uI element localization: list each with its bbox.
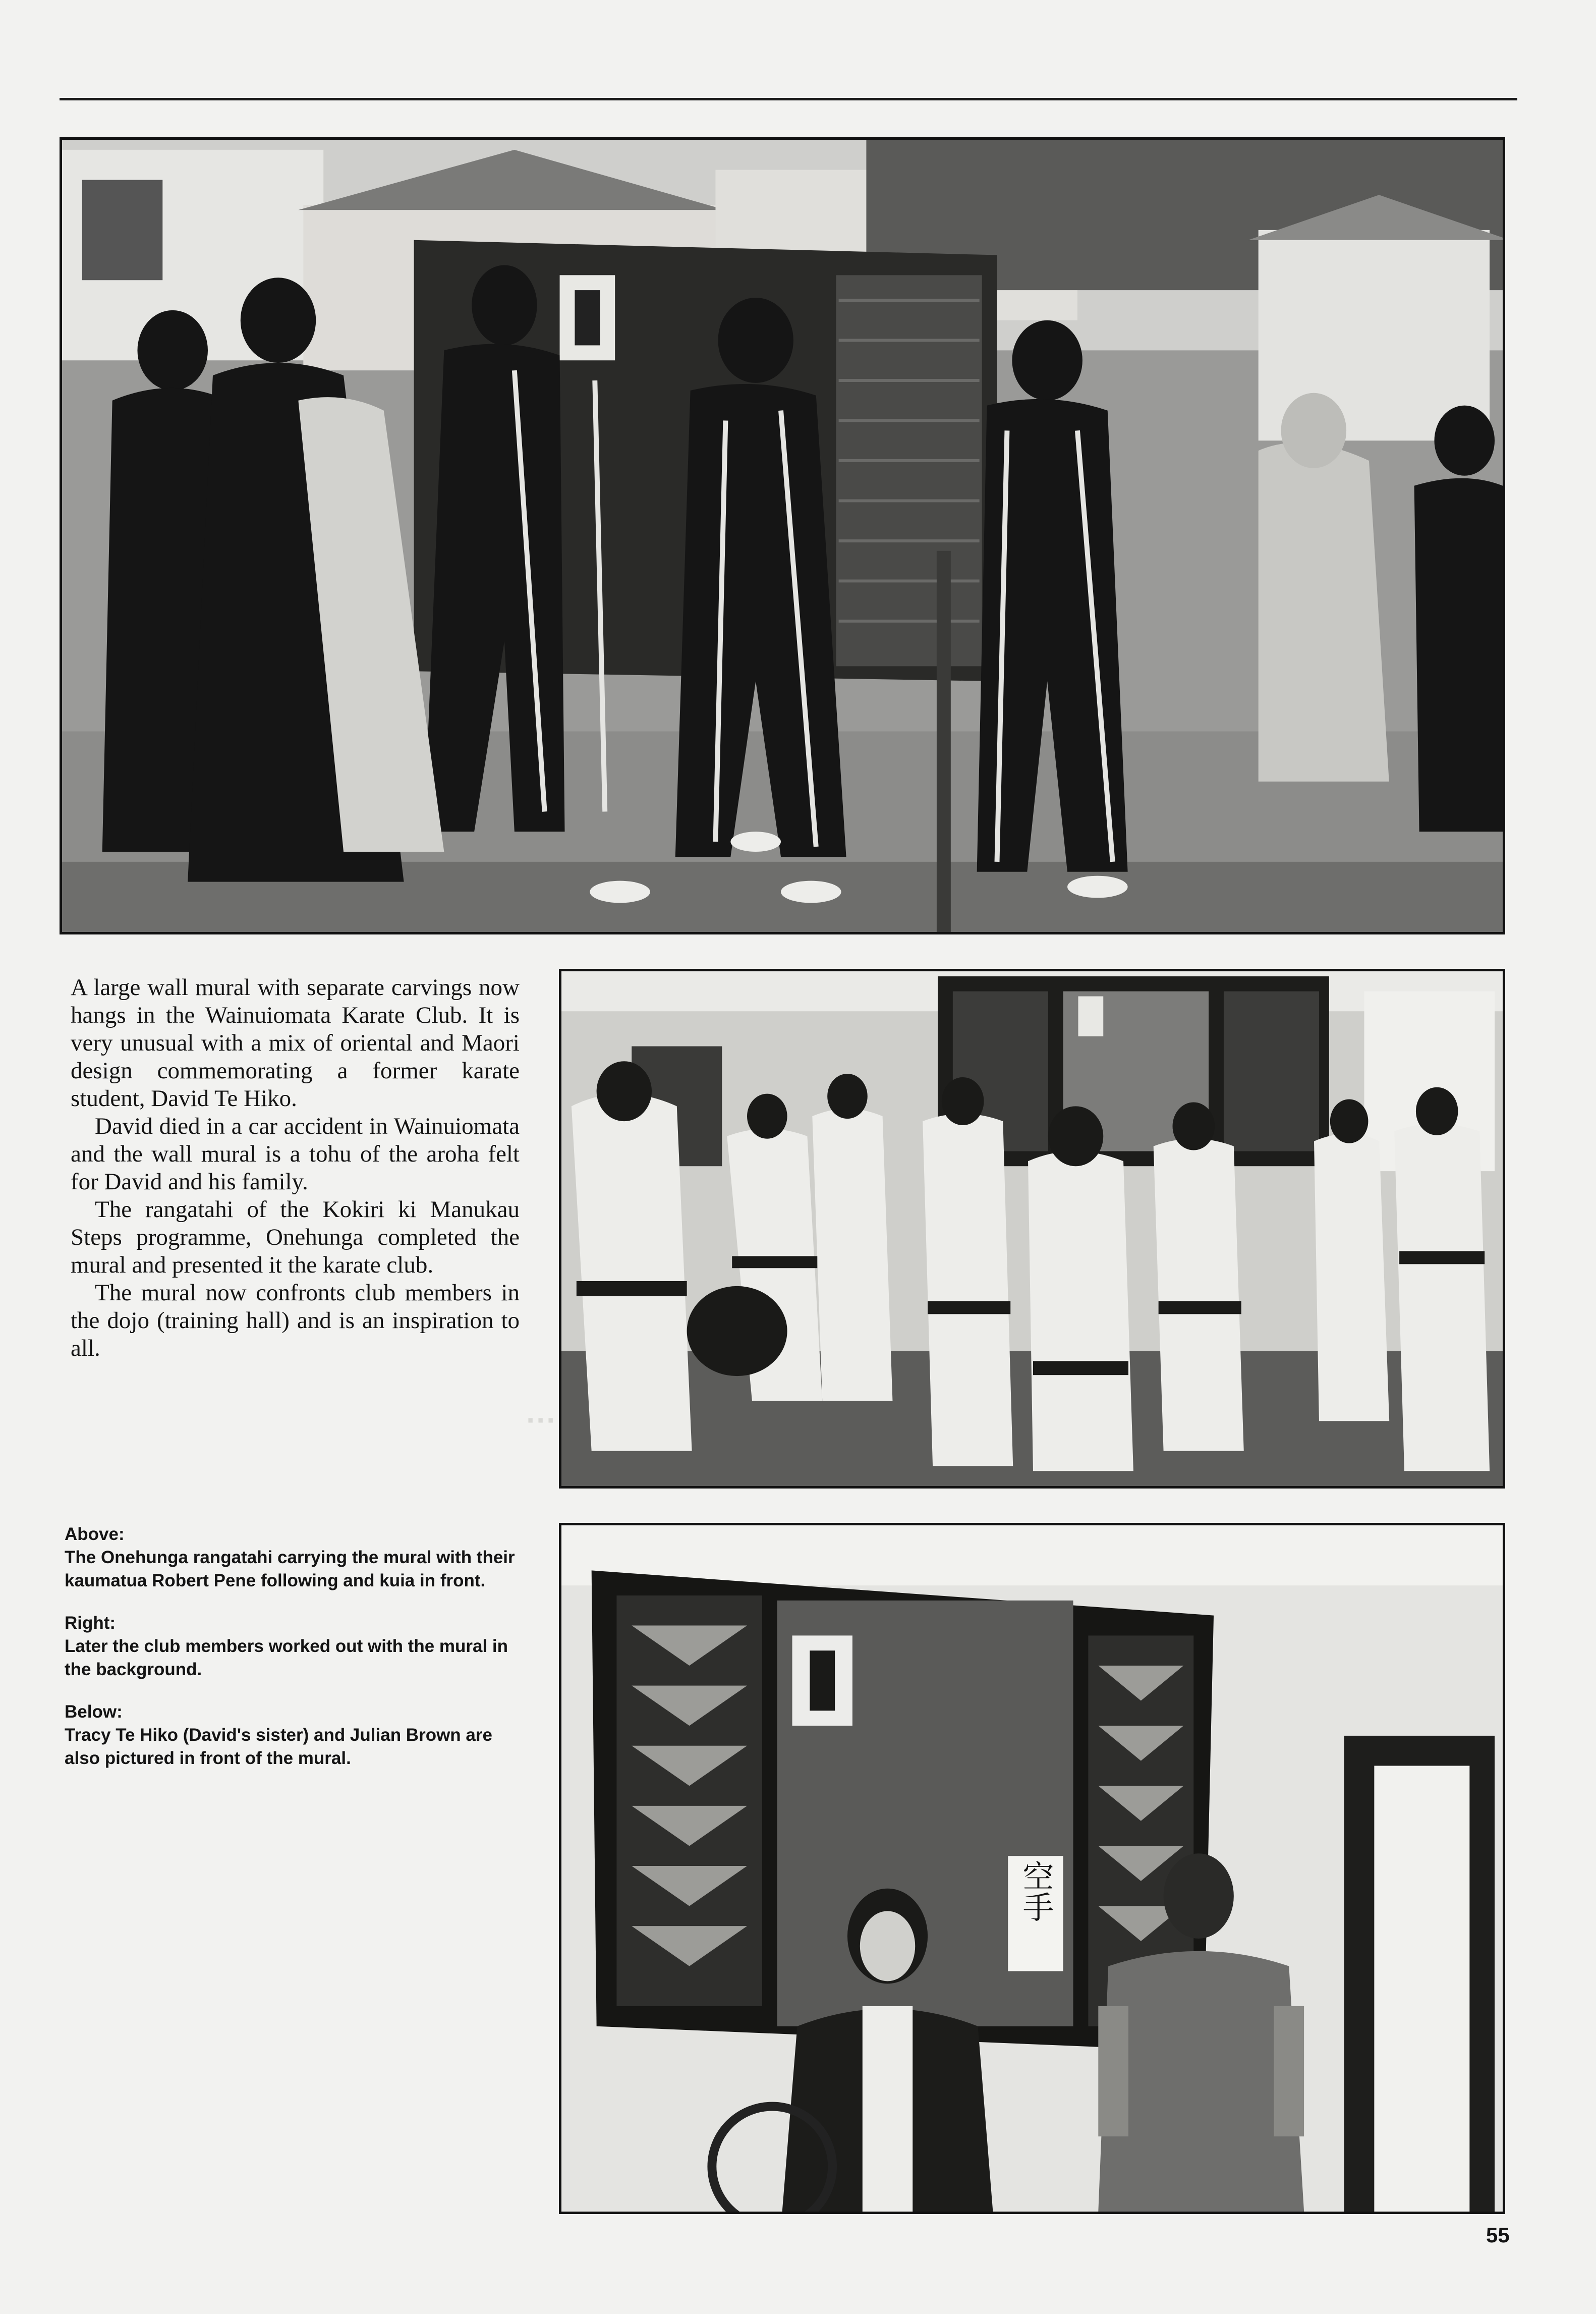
photo-karate-class	[559, 969, 1505, 1489]
article-paragraph: The mural now confronts club members in the dojo (training hall) and is an inspiration to all.	[71, 1280, 520, 1361]
tracy-julian-image	[561, 1525, 1503, 2212]
photo-tracy-julian	[559, 1523, 1505, 2214]
caption-right	[65, 1612, 524, 1681]
caption-text: Later the club members worked out with the mural in the background.	[65, 1636, 508, 1679]
article-paragraph: David died in a car accident in Wainuiomata and the wall mural is a tohu of the aroha felt for David and his family.	[71, 1113, 520, 1195]
karate-class-image	[561, 971, 1503, 1486]
photo-captions	[65, 1523, 524, 1789]
caption-heading: Above:	[65, 1524, 125, 1544]
procession-image	[62, 140, 1503, 932]
caption-below	[65, 1700, 524, 1770]
caption-above	[65, 1523, 524, 1592]
article-body	[71, 974, 520, 1362]
page-number: 55	[1486, 2223, 1510, 2247]
caption-heading: Below:	[65, 1702, 123, 1722]
article-paragraph: The rangatahi of the Kokiri ki Manukau Steps programme, Onehunga completed the mural and presented it the karate club.	[71, 1196, 520, 1278]
top-rule	[60, 98, 1517, 100]
caption-text: The Onehunga rangatahi carrying the mural with their kaumatua Robert Pene following and kuia in front.	[65, 1548, 515, 1590]
photo-procession	[60, 137, 1505, 934]
caption-text: Tracy Te Hiko (David's sister) and Julian Brown are also pictured in front of the mural.	[65, 1725, 492, 1768]
kanji-sign: 空手	[1017, 1860, 1054, 1922]
show-through-ghost-text: ···	[525, 1403, 555, 1437]
caption-heading: Right:	[65, 1613, 116, 1633]
article-paragraph: A large wall mural with separate carvings now hangs in the Wainuiomata Karate Club. It is very unusual with a mix of oriental and Maori design commemorating a former karate student, David Te Hiko.	[71, 974, 520, 1112]
